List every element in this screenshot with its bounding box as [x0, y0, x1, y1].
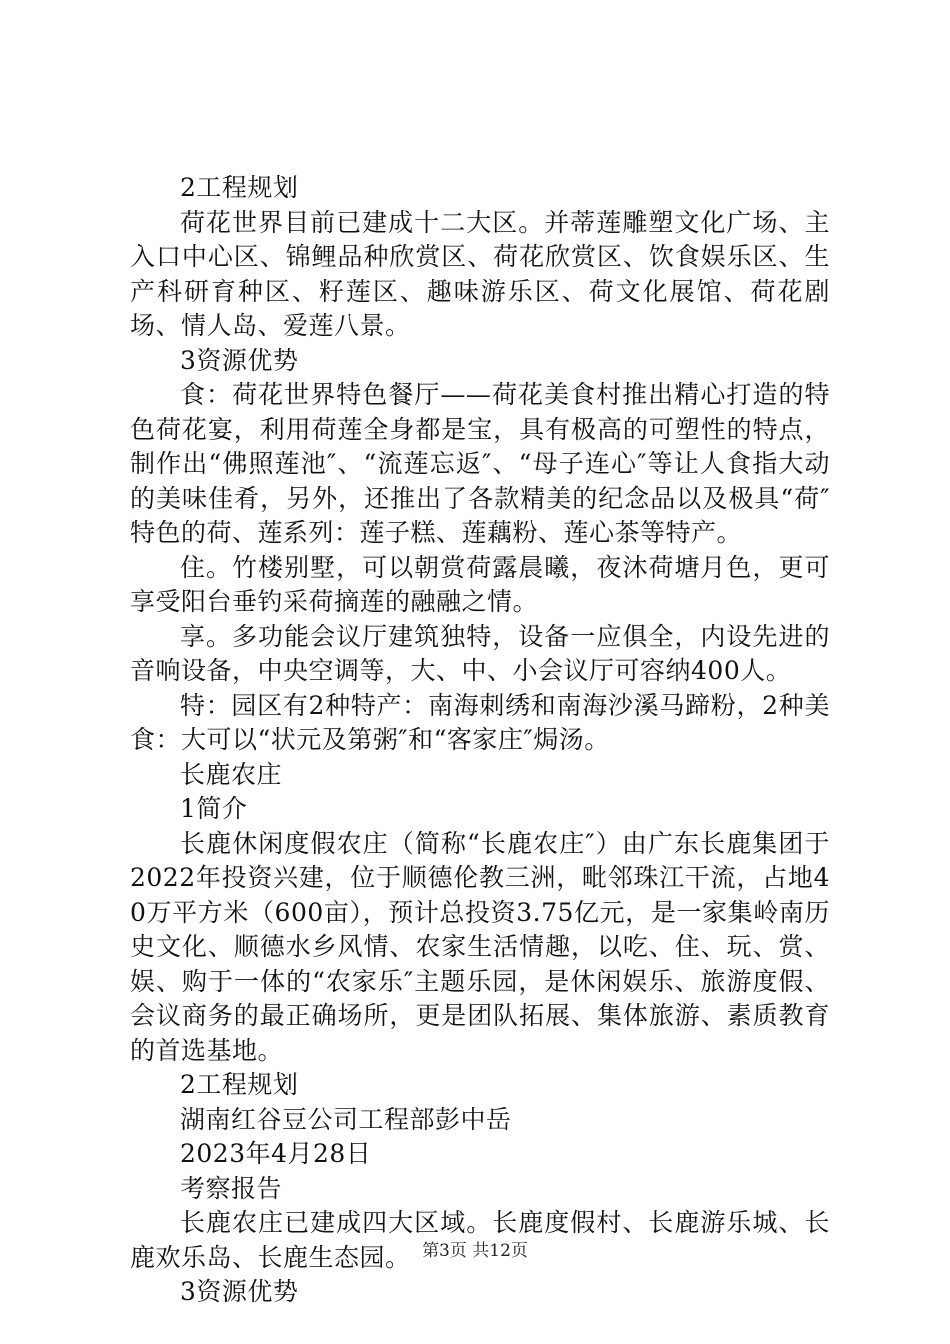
- section-heading: 2工程规划: [180, 173, 299, 202]
- section-heading: 长鹿农庄: [180, 759, 283, 789]
- report-title: 考察报告: [180, 1173, 283, 1203]
- paragraph: 荷花世界目前已建成十二大区。并蒂莲雕塑文化广场、主入口中心区、锦鲤品种欣赏区、荷花欣赏区、饮食娱乐区、生产科研育种区、籽莲区、趣味游乐区、荷文化展馆、荷花剧场、情人岛、爱莲八景。: [130, 207, 830, 340]
- section-heading: 2工程规划: [180, 1070, 299, 1099]
- page-footer: 第3页 共12页: [422, 1241, 528, 1261]
- paragraph: 食：荷花世界特色餐厅——荷花美食村推出精心打造的特色荷花宴，利用荷莲全身都是宝，具有极高的可塑性的特点，制作出“佛照莲池″、“流莲忘返″、“母子连心″等让人食指大动的美味佳肴，另外，还推出了各款精美的纪念品以及极具“荷″特色的荷、莲系列：莲子糕、莲藕粉、莲心茶等特产。: [130, 380, 830, 547]
- section-heading: 3资源优势: [180, 1277, 299, 1306]
- paragraph: 长鹿农庄已建成四大区域。长鹿度假村、长鹿游乐城、长鹿欢乐岛、长鹿生态园。: [130, 1208, 830, 1272]
- author-line: 湖南红谷豆公司工程部彭中岳: [180, 1104, 512, 1134]
- paragraph: 特：园区有2种特产：南海刺绣和南海沙溪马蹄粉，2种美食：大可以“状元及第粥″和“客家庄″焗汤。: [130, 690, 830, 754]
- section-heading: 1简介: [180, 794, 248, 823]
- paragraph: 住。竹楼别墅，可以朝赏荷露晨曦，夜沐荷塘月色，更可享受阳台垂钓采荷摘莲的融融之情。: [130, 552, 830, 616]
- section-heading: 3资源优势: [180, 345, 299, 375]
- document-body: [130, 171, 830, 1310]
- paragraph: 长鹿休闲度假农庄（简称“长鹿农庄″）由广东长鹿集团于2022年投资兴建，位于顺德伦教三洲，毗邻珠江干流，占地40万平方米（600亩），预计总投资3.75亿元，是一家集岭南历史文化、顺德水乡风情、农家生活情趣，以吃、住、玩、赏、娱、购于一体的“农家乐″主题乐园，是休闲娱乐、旅游度假、会议商务的最正确场所，更是团队拓展、集体旅游、素质教育的首选基地。: [130, 828, 830, 1065]
- paragraph: 享。多功能会议厅建筑独特，设备一应俱全，内设先进的音响设备，中央空调等，大、中、小会议厅可容纳400人。: [130, 621, 830, 685]
- date-line: 2023年4月28日: [180, 1139, 372, 1168]
